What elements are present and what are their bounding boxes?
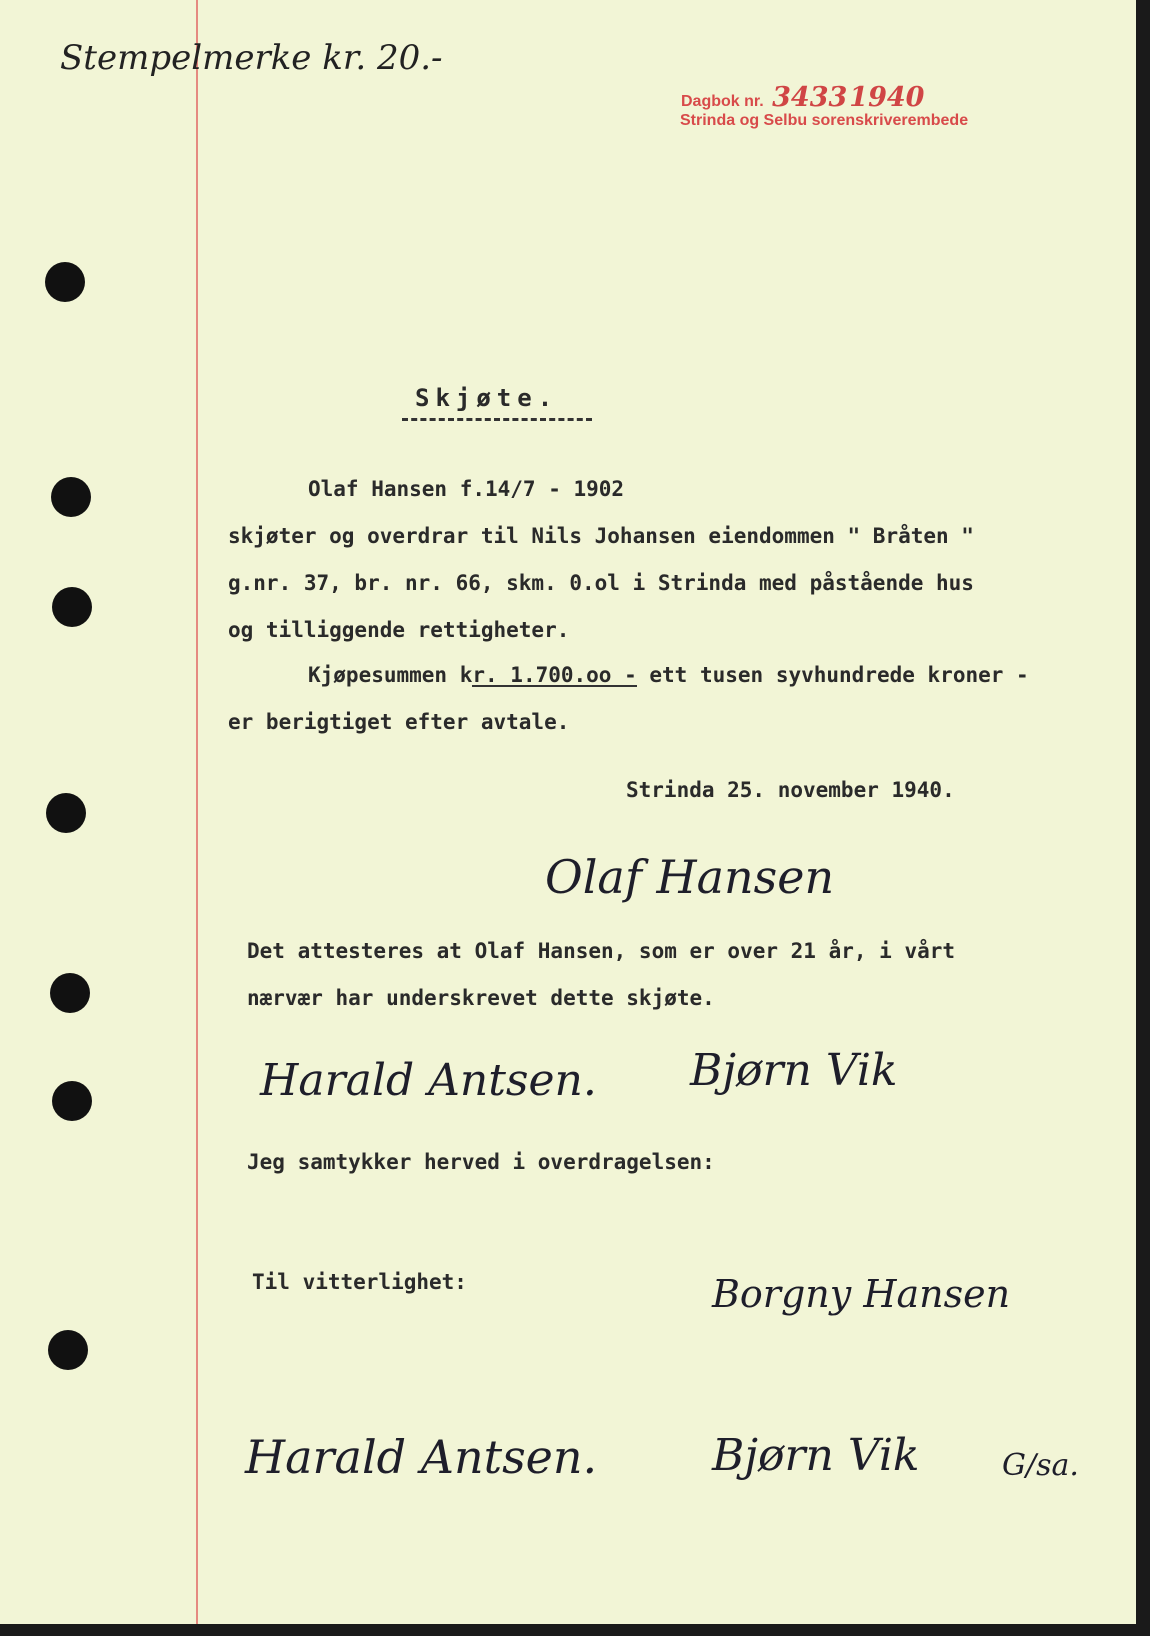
punch-hole <box>46 793 86 833</box>
punch-hole <box>48 1330 88 1370</box>
signature-seller: Olaf Hansen <box>545 850 835 904</box>
document-title: Skjøte. <box>415 384 559 412</box>
purchase-sum-amount: kr. 1.700.oo <box>459 663 612 687</box>
witness-label: Til vitterlighet: <box>252 1270 467 1294</box>
punch-hole <box>52 587 92 627</box>
body-line-2: skjøter og overdrar til Nils Johansen eiendommen " Bråten " <box>228 524 974 548</box>
stamp-prefix: Dagbok nr. <box>681 93 764 110</box>
signature-spouse: Borgny Hansen <box>712 1272 1011 1316</box>
signature-witness-1: Harald Antsen. <box>260 1055 597 1106</box>
body-line-1: Olaf Hansen f.14/7 - 1902 <box>308 477 625 501</box>
body-line-5 <box>308 663 1029 687</box>
place-date: Strinda 25. november 1940. <box>626 778 955 802</box>
signature-witness-2-second: Bjørn Vik <box>712 1430 920 1481</box>
scan-edge-bottom <box>0 1624 1150 1636</box>
body-line-3: g.nr. 37, br. nr. 66, skm. 0.ol i Strinda med påstående hus <box>228 571 974 595</box>
purchase-sum-words: - ett tusen syvhundrede kroner - <box>624 663 1029 687</box>
consent-line: Jeg samtykker herved i overdragelsen: <box>247 1150 715 1174</box>
stamp-number: 3433 <box>772 82 848 113</box>
body-line-6: er berigtiget efter avtale. <box>228 710 570 734</box>
stamp-year: 1940 <box>849 82 925 113</box>
registry-stamp-line2: Strinda og Selbu sorenskriverembede <box>680 112 969 129</box>
amount-underline <box>472 685 637 687</box>
punch-hole <box>50 973 90 1013</box>
scan-edge-right <box>1136 0 1150 1636</box>
title-underline <box>402 418 592 421</box>
punch-hole <box>52 1081 92 1121</box>
body-line-4: og tilliggende rettigheter. <box>228 618 570 642</box>
purchase-sum-label: Kjøpesummen <box>308 663 448 687</box>
attestation-line-2: nærvær har underskrevet dette skjøte. <box>247 986 715 1010</box>
margin-line <box>196 0 198 1636</box>
signature-witness-1-second: Harald Antsen. <box>245 1430 598 1484</box>
registry-stamp-line1 <box>681 82 924 113</box>
attestation-line-1: Det attesteres at Olaf Hansen, som er over 21 år, i vårt <box>247 939 956 963</box>
stamp-duty-note: Stempelmerke kr. 20.- <box>60 38 443 78</box>
punch-hole <box>51 477 91 517</box>
punch-hole <box>45 262 85 302</box>
clerk-initials: G/sa. <box>1002 1448 1079 1483</box>
signature-witness-2: Bjørn Vik <box>690 1045 898 1096</box>
